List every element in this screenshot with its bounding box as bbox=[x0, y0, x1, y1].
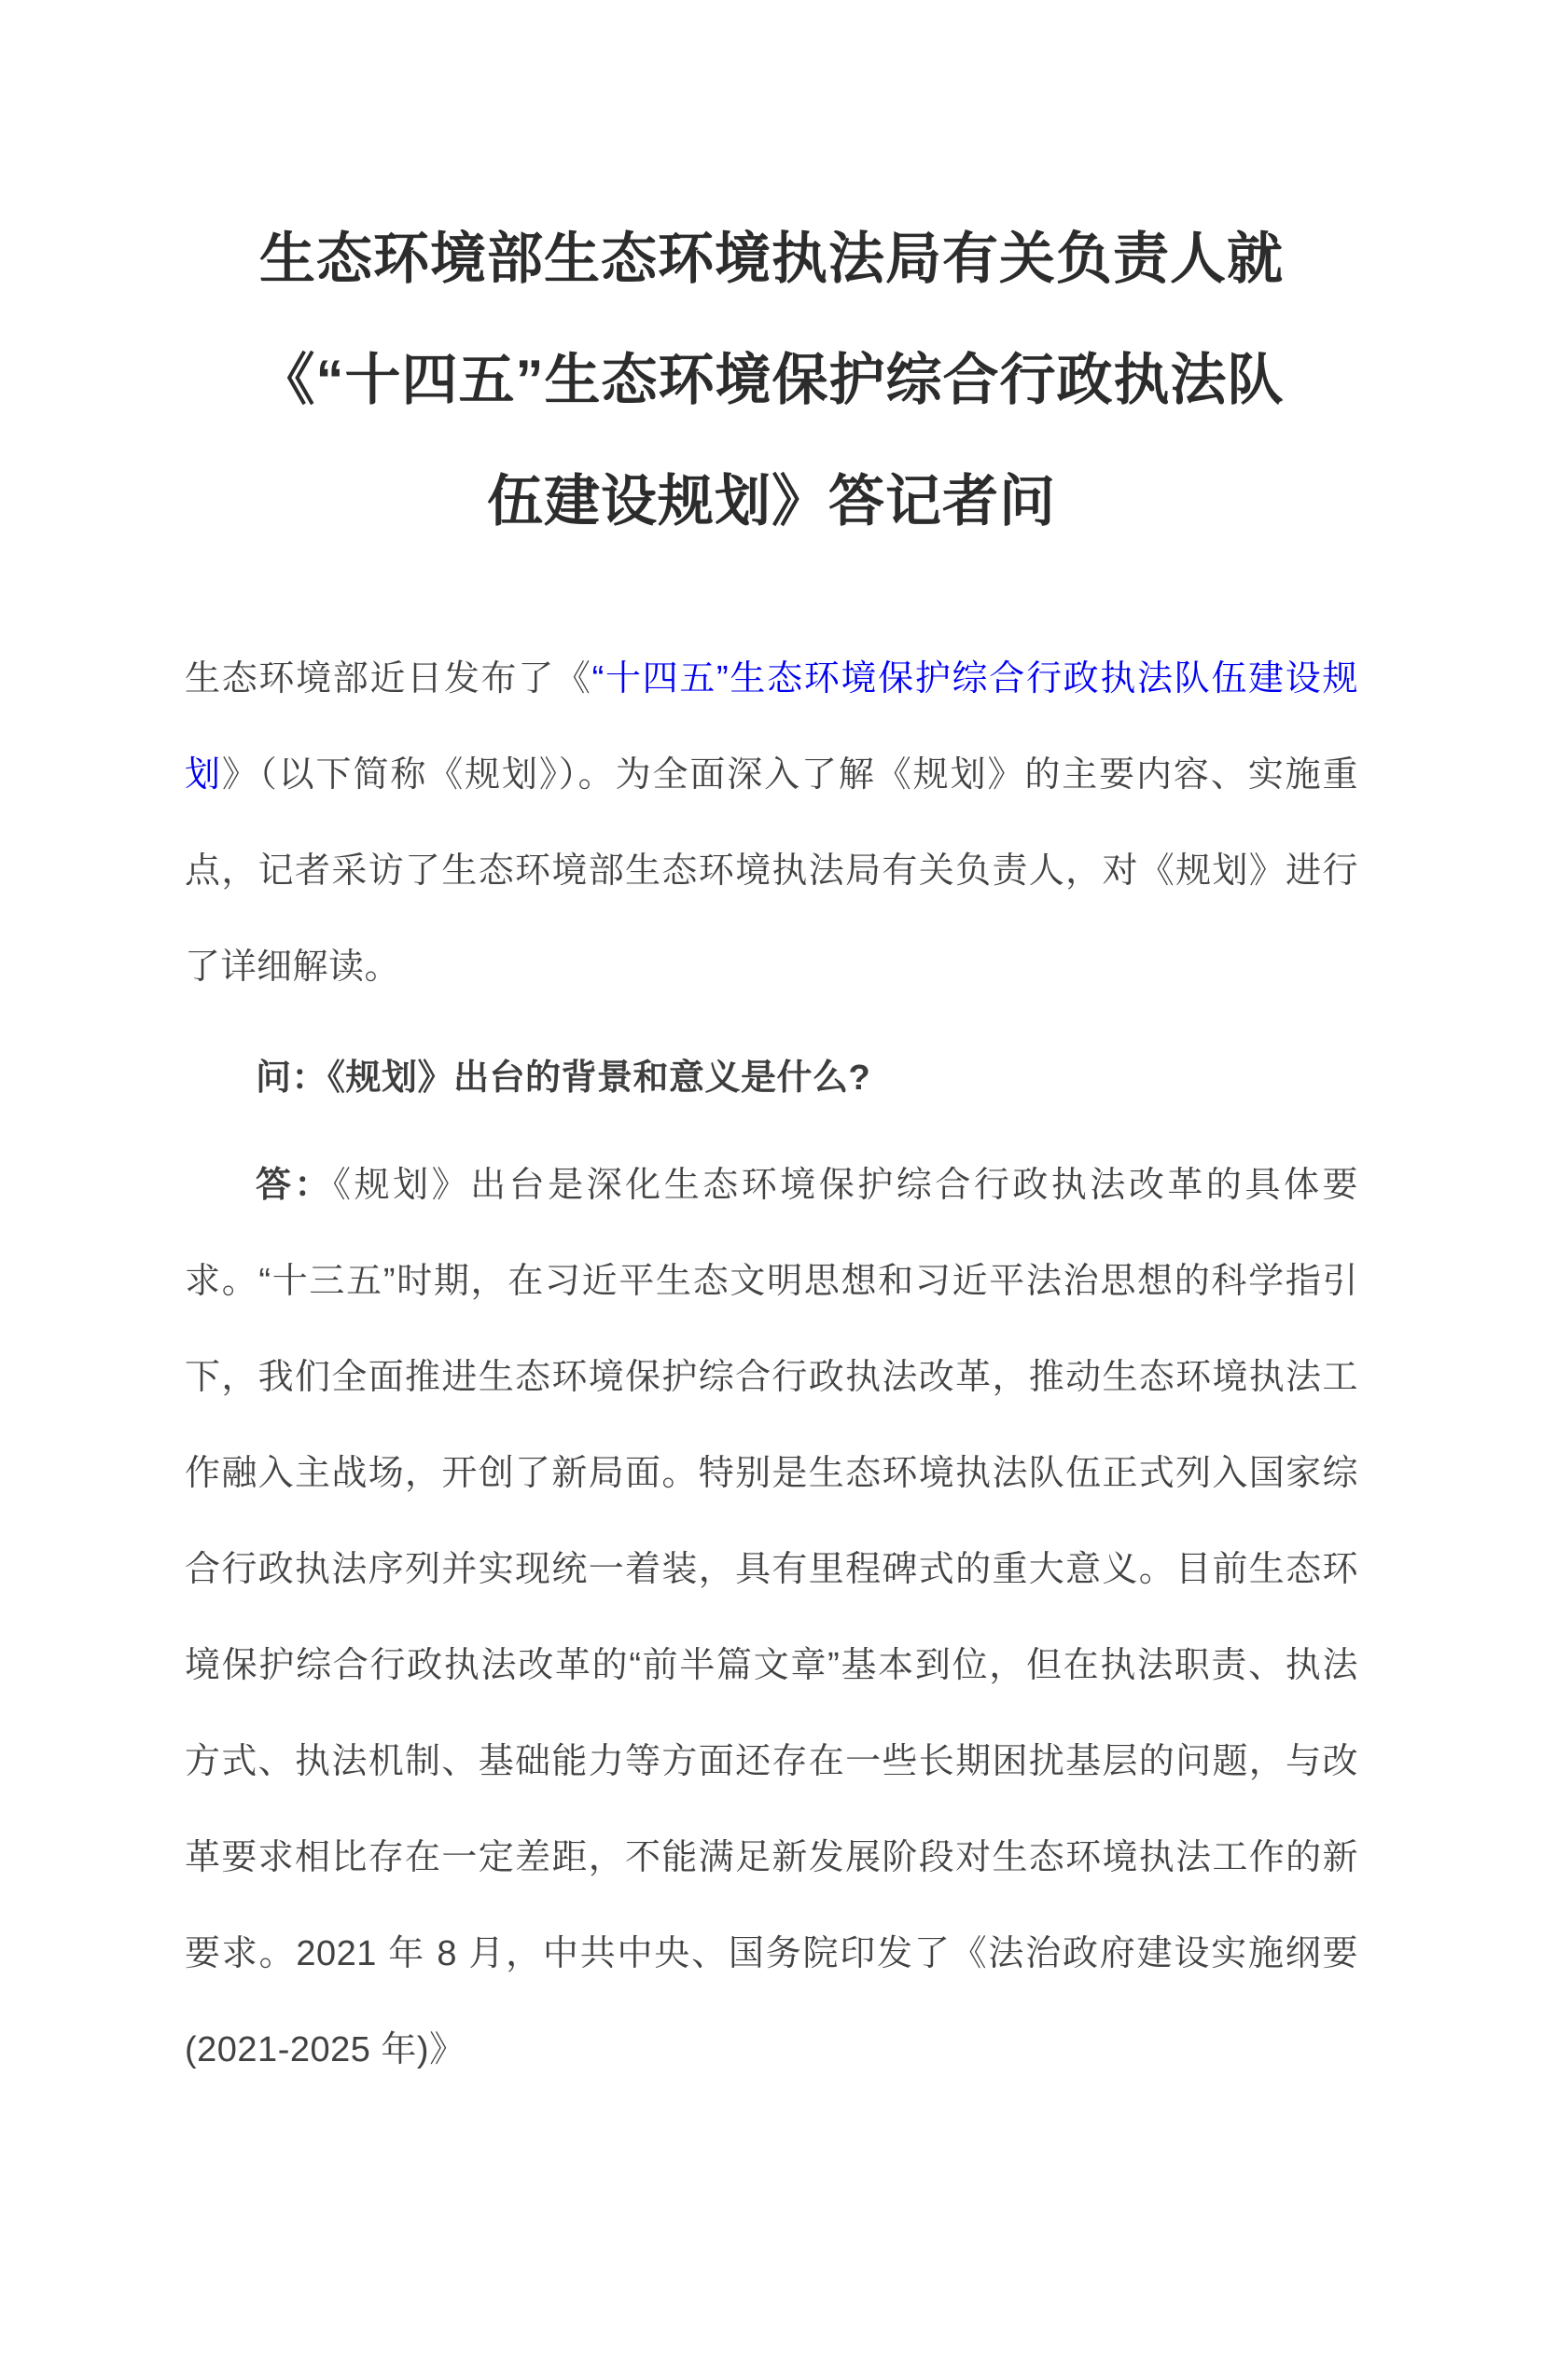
page-title bbox=[185, 199, 1358, 562]
title-line-1: 生态环境部生态环境执法局有关负责人就 bbox=[259, 228, 1284, 290]
answer-text: 《规划》出台是深化生态环境保护综合行政执法改革的具体要求。“十三五”时期，在习近平生态文明思想和习近平法治思想的科学指引下，我们全面推进生态环境保护综合行政执法改革，推动生态环境执法工作融入主战场，开创了新局面。特别是生态环境执法队伍正式列入国家综合行政执法序列并实现统一着装，具有里程碑式的重大意义。目前生态环境保护综合行政执法改革的“前半篇文章”基本到位，但在执法职责、执法方式、执法机制、基础能力等方面还存在一些长期困扰基层的问题，与改革要求相比存在一定差距，不能满足新发展阶段对生态环境执法工作的新要求。2021 年 8 月，中共中央、国务院印发了《法治政府建设实施纲要 (2021-2025 年)》 bbox=[185, 1166, 1358, 2069]
document-page bbox=[0, 199, 1543, 2380]
intro-paragraph bbox=[185, 631, 1358, 1016]
intro-text-after-link: 》（以下简称《规划》）。为全面深入了解《规划》的主要内容、实施重点，记者采访了生态环境部生态环境执法局有关负责人，对《规划》进行了详细解读。 bbox=[185, 755, 1358, 987]
question-label: 问： bbox=[256, 1059, 328, 1098]
plan-document-link[interactable]: “十四五”生态环境保护综合行政执法队伍建设规划 bbox=[185, 659, 1358, 795]
answer-label: 答： bbox=[256, 1166, 334, 1205]
title-line-3: 伍建设规划》答记者问 bbox=[487, 470, 1056, 533]
question-text: 《规划》出台的背景和意义是什么? bbox=[327, 1059, 871, 1098]
title-line-2: 《“十四五”生态环境保护综合行政执法队 bbox=[258, 349, 1285, 411]
intro-text-before-link: 生态环境部近日发布了《 bbox=[185, 659, 592, 699]
question-paragraph bbox=[185, 1031, 1358, 1127]
answer-paragraph bbox=[185, 1138, 1358, 2098]
